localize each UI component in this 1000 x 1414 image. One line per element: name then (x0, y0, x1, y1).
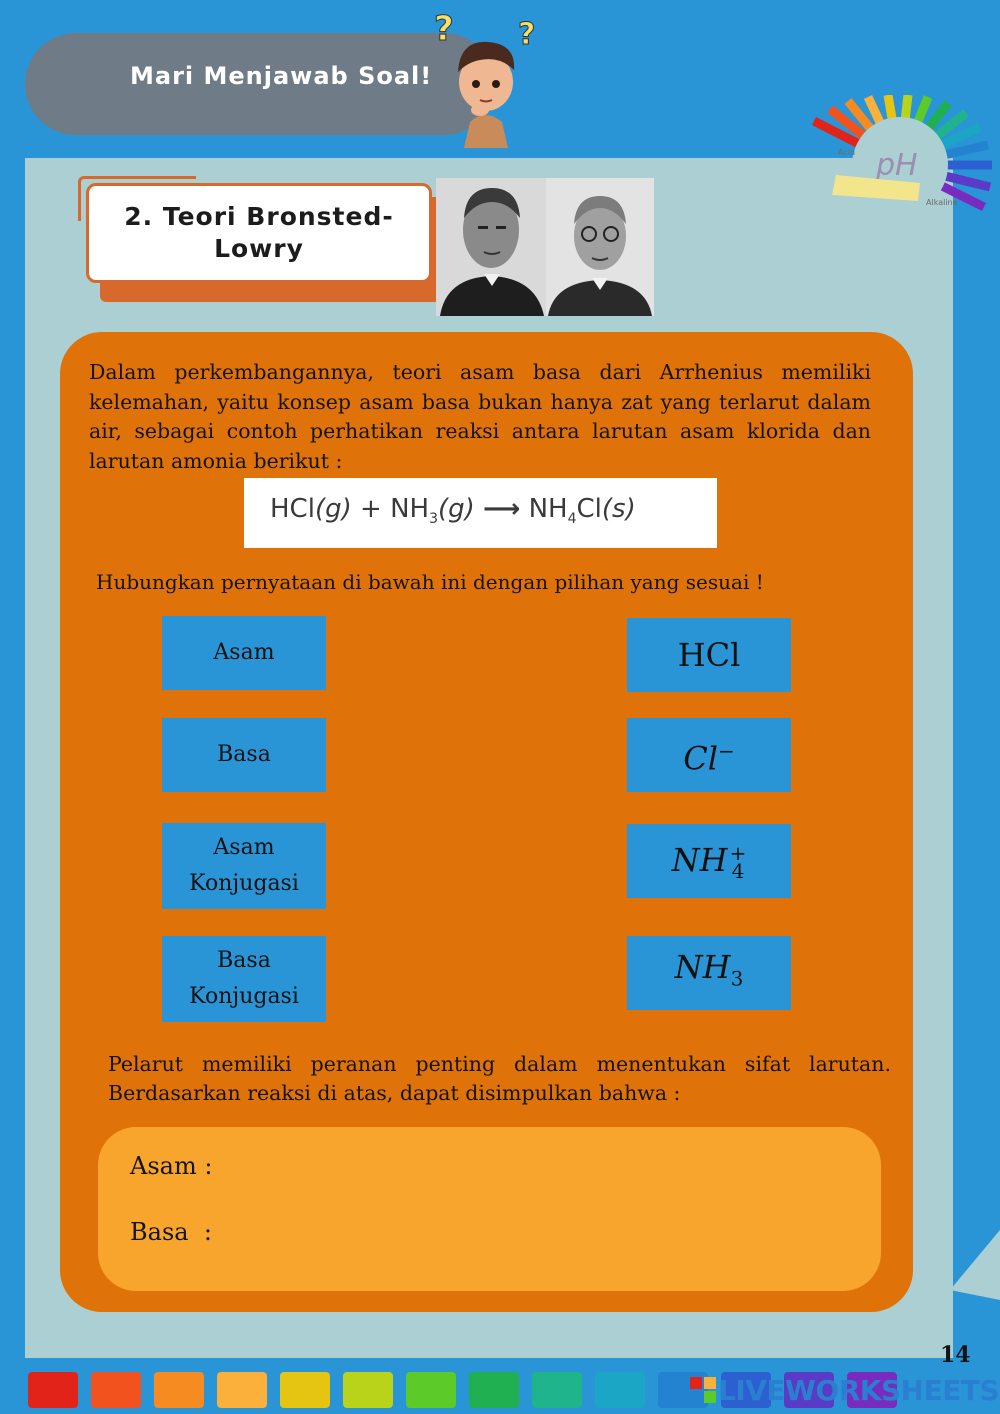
equation-reactant-1: HCl (270, 494, 315, 524)
answer-box (98, 1127, 881, 1291)
match-right-nh3[interactable] (627, 936, 791, 1010)
match-right-label: HCl (677, 636, 741, 674)
liveworksheets-logo-icon (690, 1377, 716, 1403)
ammonium-ion-symbol (671, 840, 747, 884)
section-title-card (86, 183, 432, 283)
section-title: 2. Teori Bronsted-Lowry (124, 202, 394, 263)
color-swatch (91, 1372, 141, 1408)
match-left-asam-konjugasi[interactable] (162, 823, 326, 909)
ph-scale-logo (808, 95, 993, 225)
equation-plus: + (360, 494, 382, 524)
chloride-charge: − (717, 739, 735, 764)
color-swatch (217, 1372, 267, 1408)
acid-label: Acid (838, 148, 856, 157)
equation-reactant-2: NH (390, 494, 430, 524)
equation-state-2: (g) (437, 494, 475, 524)
equation-product-part-2: Cl (576, 494, 602, 524)
svg-text:?: ? (434, 10, 454, 49)
color-swatch (406, 1372, 456, 1408)
match-left-label: Basa Konjugasi (189, 948, 299, 1009)
match-left-label: Asam (213, 640, 275, 665)
answer-acid-label: Asam : (130, 1152, 213, 1180)
header-title: Mari Menjawab Soal! (130, 62, 433, 90)
color-swatch (343, 1372, 393, 1408)
match-left-basa-konjugasi[interactable] (162, 936, 326, 1022)
match-left-label: Basa (217, 742, 271, 767)
equation-state-3: (s) (601, 494, 636, 524)
chloride-base: Cl (683, 739, 718, 778)
color-swatch (469, 1372, 519, 1408)
match-right-nh4-plus[interactable] (627, 824, 791, 898)
equation-reactant-2-sub: 3 (429, 511, 438, 528)
thinking-boy-illustration (430, 10, 540, 150)
instruction-text: Hubungkan pernyataan di bawah ini dengan pilihan yang sesuai ! (96, 570, 764, 594)
equation-product-part-1: NH (528, 494, 568, 524)
match-right-cl-minus[interactable] (627, 718, 791, 792)
watermark-text: LIVEWORKSHEETS (718, 1373, 1000, 1407)
ammonium-base: NH (671, 840, 728, 879)
equation-product-sub: 4 (567, 511, 577, 528)
ammonia-subscript: 3 (730, 966, 744, 991)
scientist-portraits (436, 178, 654, 316)
color-swatch (28, 1372, 78, 1408)
ph-label: pH (876, 148, 918, 183)
liveworksheets-watermark (690, 1370, 999, 1410)
conclusion-paragraph: Pelarut memiliki peranan penting dalam menentukan sifat larutan. Berdasarkan reaksi di atas, dapat disimpulkan bahwa : (108, 1052, 891, 1105)
ammonia-symbol (675, 949, 744, 996)
equation-state-1: (g) (314, 494, 352, 524)
match-right-hcl[interactable] (627, 618, 791, 692)
intro-paragraph: Dalam perkembangannya, teori asam basa dari Arrhenius memiliki kelemahan, yaitu konsep asam basa bukan hanya zat yang terlarut dalam air, sebagai contoh perhatikan reaksi antara larutan asam klorida dan larutan amonia berikut : (89, 360, 871, 473)
corner-decoration (950, 1230, 1000, 1300)
color-swatch (595, 1372, 645, 1408)
chloride-ion-symbol (683, 733, 734, 777)
color-swatch (532, 1372, 582, 1408)
color-swatch (280, 1372, 330, 1408)
match-left-asam[interactable] (162, 616, 326, 690)
page-number: 14 (940, 1342, 971, 1368)
match-left-basa[interactable] (162, 718, 326, 792)
ammonia-base: NH (674, 948, 731, 987)
svg-text:?: ? (518, 17, 536, 52)
equation-arrow: ⟶ (483, 494, 521, 524)
color-swatch (154, 1372, 204, 1408)
match-left-label: Asam Konjugasi (189, 835, 299, 896)
answer-base-label: Basa : (130, 1218, 212, 1246)
alkaline-label: Alkaline (926, 198, 958, 207)
ammonium-subscript: 4 (731, 859, 745, 884)
ammonium-charge: + (729, 841, 747, 866)
reaction-equation (270, 494, 636, 527)
